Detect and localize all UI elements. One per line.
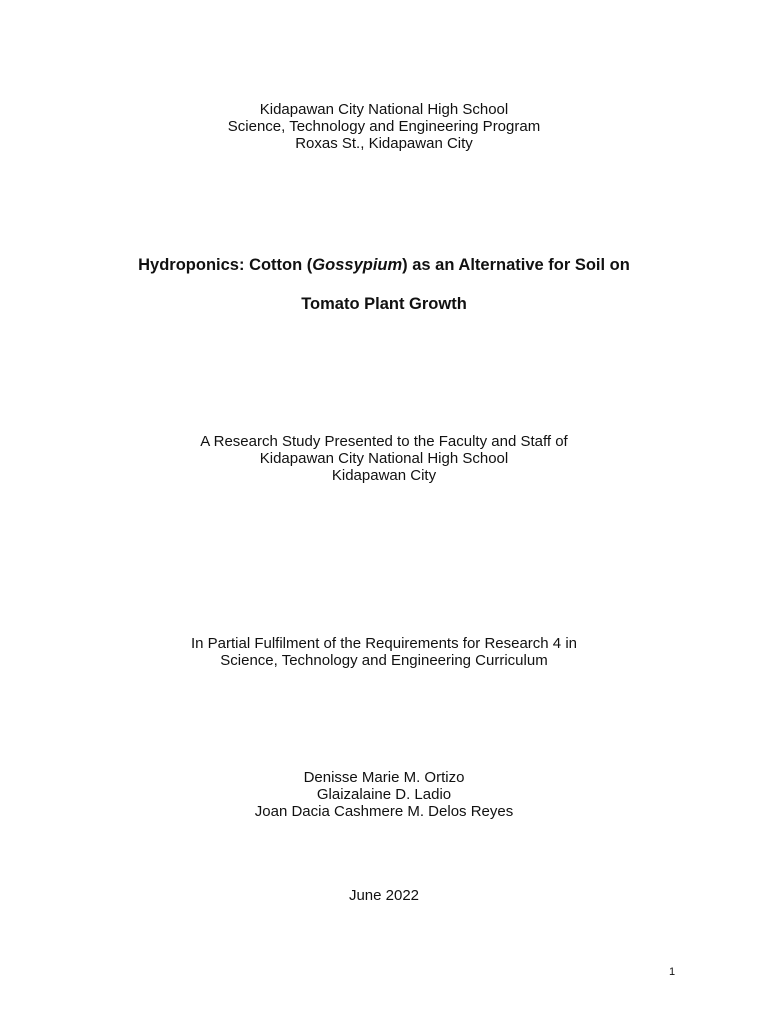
school-header xyxy=(0,101,768,152)
fulfilment-statement xyxy=(0,635,768,669)
presentation-line-2: Kidapawan City National High School xyxy=(259,450,509,467)
title-text-before: Hydroponics: Cotton ( xyxy=(138,256,313,274)
fulfilment-line-2: Science, Technology and Engineering Curriculum xyxy=(220,652,548,669)
title-line-1 xyxy=(0,255,768,275)
title-text-after: ) as an Alternative for Soil on xyxy=(402,256,630,274)
presentation-line-1: A Research Study Presented to the Faculty and Staff of xyxy=(200,433,568,450)
page-number: 1 xyxy=(668,966,676,978)
title-line-2: Tomato Plant Growth xyxy=(301,295,467,313)
author-name: Glaizalaine D. Ladio xyxy=(316,786,452,803)
author-name: Denisse Marie M. Ortizo xyxy=(303,769,465,786)
program-name: Science, Technology and Engineering Program xyxy=(227,118,541,135)
authors-list xyxy=(0,769,768,820)
fulfilment-line-1: In Partial Fulfilment of the Requirements for Research 4 in xyxy=(190,635,577,652)
submission-date: June 2022 xyxy=(348,887,420,904)
author-name: Joan Dacia Cashmere M. Delos Reyes xyxy=(254,803,514,820)
school-name: Kidapawan City National High School xyxy=(259,101,509,118)
school-address: Roxas St., Kidapawan City xyxy=(295,135,473,152)
title-scientific-name: Gossypium xyxy=(312,256,403,274)
presentation-line-3: Kidapawan City xyxy=(331,467,437,484)
presentation-statement xyxy=(0,433,768,484)
